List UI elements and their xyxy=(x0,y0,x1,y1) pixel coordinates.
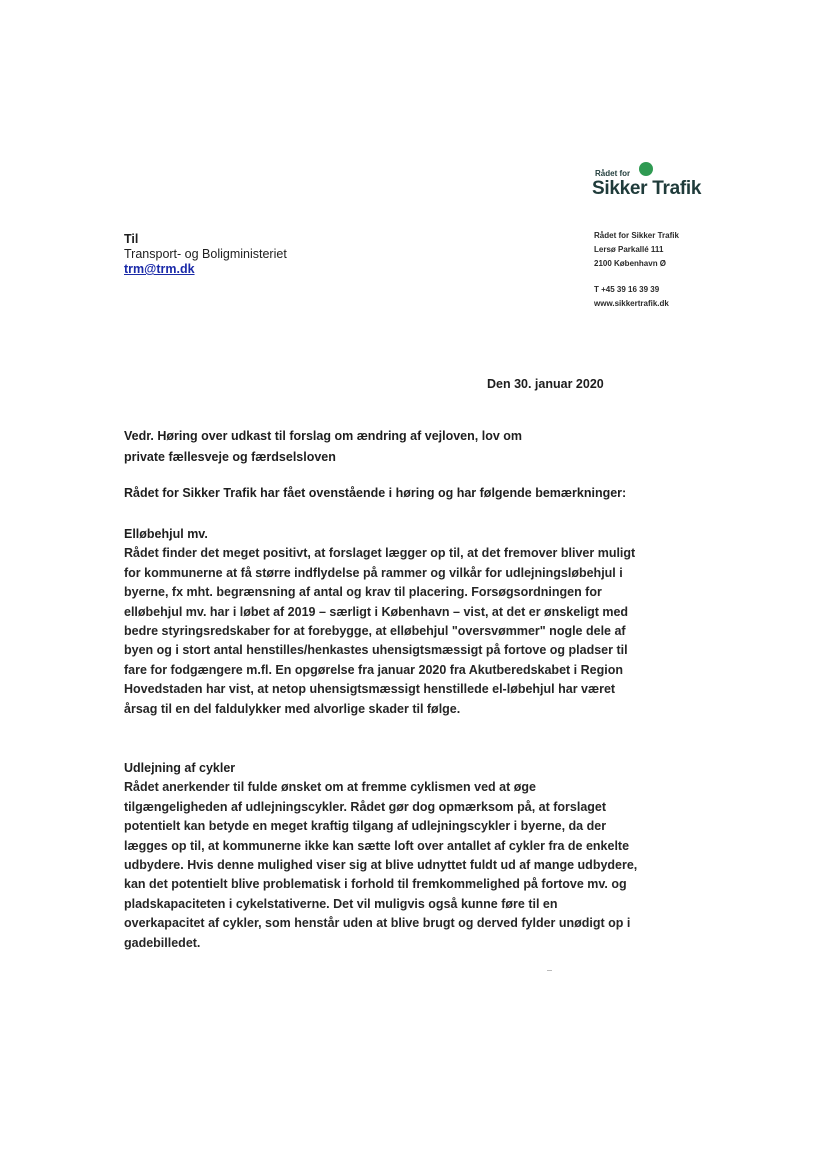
paragraph-line: byerne, fx mht. begrænsning af antal og krav til placering. Forsøgsordningen for xyxy=(124,585,602,600)
sender-block xyxy=(594,229,679,311)
paragraph-line: byen og i stort antal henstilles/henkastes uhensigtsmæssigt på fortove og pladser til xyxy=(124,643,628,658)
paragraph-line: elløbehjul mv. har i løbet af 2019 – særligt i København – vist, at det er ønskeligt med xyxy=(124,604,629,619)
letter-subject xyxy=(124,426,522,468)
section-heading: Elløbehjul mv. xyxy=(124,527,208,541)
paragraph-line: gadebilledet. xyxy=(124,935,201,950)
intro-paragraph: Rådet for Sikker Trafik har fået ovenstående i høring og har følgende bemærkninger: xyxy=(124,486,627,500)
paragraph-line: potentielt kan betyde en meget kraftig tilgang af udlejningscykler i byerne, da der xyxy=(124,819,607,834)
paragraph-line: tilgængeligheden af udlejningscykler. Rådet gør dog opmærksom på, at forslaget xyxy=(124,799,607,814)
subject-line: private fællesveje og færdselsloven xyxy=(124,450,336,464)
logo-small-text: Rådet for xyxy=(595,169,631,178)
paragraph-line: kan det potentielt blive problematisk i forhold til fremkommelighed på fortove mv. og xyxy=(124,877,627,892)
paragraph-line: pladskapaciteten i cykelstativerne. Det vil muligvis også kunne føre til en xyxy=(124,896,558,911)
recipient-block xyxy=(124,232,287,277)
sender-website[interactable]: www.sikkertrafik.dk xyxy=(594,299,669,308)
recipient-label: Til xyxy=(124,232,139,246)
sender-address: Lersø Parkallé 111 xyxy=(594,245,664,254)
paragraph-line: lægges op til, at kommunerne ikke kan sætte loft over antallet af cykler fra de enkelte xyxy=(124,838,630,853)
paragraph-line: for kommunerne at få større indflydelse på rammer og vilkår for udlejningsløbehjul i xyxy=(124,565,623,580)
scan-speck xyxy=(547,970,552,971)
section-heading: Udlejning af cykler xyxy=(124,761,236,775)
logo-circle-icon xyxy=(639,162,653,176)
subject-line: Vedr. Høring over udkast til forslag om ændring af vejloven, lov om xyxy=(124,429,522,443)
recipient-name: Transport- og Boligministeriet xyxy=(124,247,287,261)
paragraph-line: udbydere. Hvis denne mulighed viser sig at blive udnyttet fuldt ud af mange udbydere, xyxy=(124,858,638,873)
section-udlejning-af-cykler xyxy=(124,759,638,953)
paragraph-line: Hovedstaden har vist, at netop uhensigtsmæssigt henstillede el-løbehjul har været xyxy=(124,682,616,697)
paragraph-line: Rådet anerkender til fulde ønsket om at fremme cyklismen ved at øge xyxy=(124,780,536,795)
paragraph-line: bedre styringsredskaber for at forebygge, at elløbehjul "oversvømmer" nogle dele af xyxy=(124,624,626,639)
paragraph-line: overkapacitet af cykler, som henstår uden at blive brugt og derved fylder unødigt op i xyxy=(124,916,631,931)
section-ellobehjul xyxy=(124,525,636,719)
organization-logo xyxy=(592,162,722,206)
sender-phone: T +45 39 16 39 39 xyxy=(594,285,660,294)
paragraph-line: fare for fodgængere m.fl. En opgørelse fra januar 2020 fra Akutberedskabet i Region xyxy=(124,662,623,677)
sender-city: 2100 København Ø xyxy=(594,259,667,268)
logo-big-text: Sikker Trafik xyxy=(592,178,702,199)
recipient-email-link[interactable]: trm@trm.dk xyxy=(124,262,195,276)
paragraph-line: Rådet finder det meget positivt, at forslaget lægger op til, at det fremover bliver muligt xyxy=(124,546,636,561)
letter-date: Den 30. januar 2020 xyxy=(487,377,604,391)
sender-name: Rådet for Sikker Trafik xyxy=(594,231,679,240)
paragraph-line: årsag til en del faldulykker med alvorlige skader til følge. xyxy=(124,701,461,716)
